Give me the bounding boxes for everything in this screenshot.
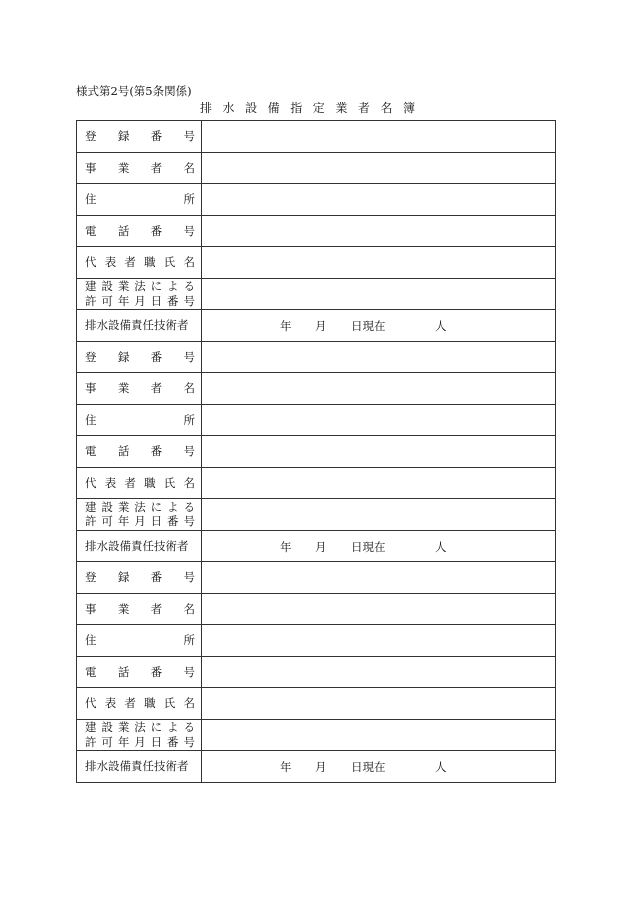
business-name-label-char: 事	[85, 601, 97, 616]
table-row	[77, 625, 556, 657]
table-row	[77, 719, 556, 751]
as-of-label: 日現在	[351, 760, 386, 774]
license-value[interactable]	[202, 278, 556, 310]
phone-number-value[interactable]	[202, 436, 556, 468]
license-label-char: 番	[167, 293, 179, 308]
registration-number-label-cell	[77, 341, 202, 373]
phone-number-label-char: 番	[150, 223, 163, 238]
chief-engineer-label: 排水設備責任技術者	[85, 759, 189, 774]
table-row	[77, 499, 556, 531]
registration-number-label	[77, 129, 201, 143]
representative-label	[77, 476, 201, 490]
representative-label-char: 代	[85, 475, 97, 490]
license-label-char: 設	[101, 499, 113, 514]
address-label-char: 所	[183, 192, 195, 207]
registration-number-label-char: 登	[85, 349, 97, 364]
registration-number-label-char: 号	[183, 129, 195, 144]
table-row	[77, 247, 556, 279]
address-label-cell	[77, 625, 202, 657]
license-label-char: 号	[183, 293, 195, 308]
table-row	[77, 310, 556, 342]
representative-value[interactable]	[202, 467, 556, 499]
license-label-char: る	[183, 279, 195, 294]
license-label-char: 許	[85, 293, 97, 308]
business-name-value[interactable]	[202, 152, 556, 184]
license-label-char: 許	[85, 514, 97, 529]
phone-number-value[interactable]	[202, 215, 556, 247]
license-label-char: 法	[134, 499, 146, 514]
business-name-label-char: 名	[183, 160, 195, 175]
license-label-char: 可	[101, 293, 113, 308]
license-label-cell	[77, 278, 202, 310]
representative-label-char: 者	[124, 475, 136, 490]
license-label-line	[85, 720, 195, 735]
business-name-value[interactable]	[202, 373, 556, 405]
license-label-line	[85, 735, 195, 750]
month-label: 月	[315, 760, 327, 774]
license-label-char: 建	[85, 499, 97, 514]
license-label-cell	[77, 719, 202, 751]
registration-number-label-char: 登	[85, 570, 97, 585]
representative-label-char: 名	[183, 255, 195, 270]
license-label-char: よ	[167, 720, 179, 735]
license-label-char: る	[183, 720, 195, 735]
address-value[interactable]	[202, 184, 556, 216]
registration-number-value[interactable]	[202, 121, 556, 153]
phone-number-label	[77, 444, 201, 458]
business-name-label-char: 者	[150, 601, 163, 616]
license-label-line	[85, 500, 195, 515]
as-of-label: 日現在	[351, 539, 386, 554]
page-title: 排水設備指定業者名簿	[200, 101, 426, 115]
business-name-label-char: 業	[117, 160, 130, 175]
month-label: 月	[315, 539, 327, 554]
address-label-char: 住	[85, 192, 97, 207]
license-label-char: 月	[134, 293, 146, 308]
representative-label-char: 者	[124, 255, 136, 270]
phone-number-label-cell	[77, 656, 202, 688]
form-number: 様式第2号(第5条関係)	[76, 84, 192, 98]
phone-number-value[interactable]	[202, 656, 556, 688]
license-label-line	[85, 294, 195, 309]
table-row	[77, 215, 556, 247]
phone-number-label-char: 話	[117, 444, 130, 459]
business-name-value[interactable]	[202, 593, 556, 625]
license-label-char: 許	[85, 734, 97, 749]
license-label-char: 可	[101, 514, 113, 529]
address-label	[77, 633, 201, 647]
registration-number-label-char: 号	[183, 349, 195, 364]
registration-number-label-char: 録	[117, 129, 130, 144]
chief-engineer-label-cell	[77, 530, 202, 562]
registration-number-label	[77, 350, 201, 364]
as-of-label: 日現在	[351, 319, 386, 333]
phone-number-label-cell	[77, 436, 202, 468]
registration-number-label-cell	[77, 562, 202, 594]
business-name-label-cell	[77, 593, 202, 625]
address-label-char: 住	[85, 633, 97, 648]
year-label: 年	[280, 539, 292, 554]
phone-number-label-char: 号	[183, 664, 195, 679]
license-label-char: 業	[117, 499, 130, 514]
registration-number-label	[77, 570, 201, 584]
table-row	[77, 688, 556, 720]
chief-engineer-value[interactable]	[202, 530, 556, 562]
license-label-cell	[77, 499, 202, 531]
table-row	[77, 751, 556, 783]
license-label-char: 設	[101, 720, 113, 735]
license-label-char: 日	[150, 514, 163, 529]
representative-value[interactable]	[202, 247, 556, 279]
representative-label-char: 氏	[163, 475, 176, 490]
business-name-label-char: 者	[150, 381, 163, 396]
chief-engineer-value[interactable]	[202, 751, 556, 783]
table-row	[77, 184, 556, 216]
registration-number-label-char: 録	[117, 570, 130, 585]
phone-number-label-char: 番	[150, 444, 163, 459]
chief-engineer-date-count	[202, 531, 555, 562]
address-label-char: 所	[183, 412, 195, 427]
representative-label-char: 表	[104, 255, 117, 270]
registration-number-label-char: 号	[183, 570, 195, 585]
license-label-char: よ	[167, 279, 179, 294]
representative-label-cell	[77, 467, 202, 499]
license-label-char: 日	[150, 293, 163, 308]
address-label-char: 所	[183, 633, 195, 648]
phone-number-label-char: 電	[85, 664, 97, 679]
business-name-label-char: 業	[117, 601, 130, 616]
representative-label-char: 氏	[163, 255, 176, 270]
table-row	[77, 278, 556, 310]
table-row	[77, 436, 556, 468]
license-label-char: 法	[134, 279, 146, 294]
representative-label-char: 名	[183, 475, 195, 490]
license-label-char: 年	[117, 514, 130, 529]
table-row	[77, 121, 556, 153]
representative-label-cell	[77, 688, 202, 720]
license-label-char: よ	[167, 499, 179, 514]
business-name-label-char: 事	[85, 381, 97, 396]
license-label-char: 建	[85, 279, 97, 294]
representative-label-char: 表	[104, 696, 117, 711]
license-label-char: 番	[167, 514, 179, 529]
business-name-label-char: 名	[183, 381, 195, 396]
license-label-char: に	[150, 720, 163, 735]
representative-label-char: 職	[144, 475, 156, 490]
business-name-label-char: 業	[117, 381, 130, 396]
representative-label-char: 職	[144, 255, 156, 270]
chief-engineer-label-cell	[77, 751, 202, 783]
license-value[interactable]	[202, 719, 556, 751]
license-label-char: に	[150, 499, 163, 514]
registration-number-label-char: 番	[150, 129, 163, 144]
registration-number-label-char: 録	[117, 349, 130, 364]
chief-engineer-date-count	[202, 310, 555, 341]
representative-label-char: 者	[124, 696, 136, 711]
representative-label-char: 職	[144, 696, 156, 711]
chief-engineer-value[interactable]	[202, 310, 556, 342]
table-row	[77, 341, 556, 373]
business-name-label	[77, 161, 201, 175]
address-label-cell	[77, 404, 202, 436]
license-label-char: 設	[101, 279, 113, 294]
chief-engineer-label-cell	[77, 310, 202, 342]
license-label-char: 日	[150, 734, 163, 749]
address-label	[77, 413, 201, 427]
phone-number-label-char: 番	[150, 664, 163, 679]
phone-number-label-char: 話	[117, 664, 130, 679]
year-label: 年	[280, 760, 292, 774]
table-row	[77, 562, 556, 594]
business-name-label	[77, 381, 201, 395]
persons-label: 人	[435, 539, 447, 554]
phone-number-label-char: 電	[85, 223, 97, 238]
license-label-char: 業	[117, 279, 130, 294]
registration-number-value[interactable]	[202, 562, 556, 594]
license-label-char: 番	[167, 734, 179, 749]
license-label	[77, 500, 201, 529]
license-label-char: に	[150, 279, 163, 294]
representative-label-char: 代	[85, 255, 97, 270]
phone-number-label	[77, 224, 201, 238]
license-label	[77, 720, 201, 749]
address-label	[77, 192, 201, 206]
license-label-char: 月	[134, 734, 146, 749]
chief-engineer-date-count	[202, 751, 555, 782]
representative-value[interactable]	[202, 688, 556, 720]
license-label-char: 号	[183, 734, 195, 749]
persons-label: 人	[435, 319, 447, 333]
registration-number-label-cell	[77, 121, 202, 153]
license-label-char: 建	[85, 720, 97, 735]
table-row	[77, 152, 556, 184]
business-name-label-cell	[77, 373, 202, 405]
license-label-char: 法	[134, 720, 146, 735]
chief-engineer-label: 排水設備責任技術者	[85, 538, 189, 553]
representative-label-char: 表	[104, 475, 117, 490]
license-label	[77, 279, 201, 308]
month-label: 月	[315, 319, 327, 333]
chief-engineer-label: 排水設備責任技術者	[85, 318, 189, 333]
business-name-label-char: 者	[150, 160, 163, 175]
address-label-cell	[77, 184, 202, 216]
phone-number-label-char: 話	[117, 223, 130, 238]
registry-table	[76, 120, 556, 783]
license-value[interactable]	[202, 499, 556, 531]
representative-label-cell	[77, 247, 202, 279]
representative-label	[77, 696, 201, 710]
registration-number-value[interactable]	[202, 341, 556, 373]
phone-number-label-char: 号	[183, 223, 195, 238]
business-name-label-char: 事	[85, 160, 97, 175]
license-label-char: る	[183, 499, 195, 514]
registration-number-label-char: 番	[150, 570, 163, 585]
table-row	[77, 593, 556, 625]
license-label-char: 可	[101, 734, 113, 749]
table-row	[77, 530, 556, 562]
address-value[interactable]	[202, 404, 556, 436]
business-name-label	[77, 602, 201, 616]
table-row	[77, 656, 556, 688]
registration-number-label-char: 番	[150, 349, 163, 364]
phone-number-label-char: 号	[183, 444, 195, 459]
representative-label-char: 氏	[163, 696, 176, 711]
table-row	[77, 404, 556, 436]
address-value[interactable]	[202, 625, 556, 657]
representative-label-char: 代	[85, 696, 97, 711]
license-label-line	[85, 279, 195, 294]
phone-number-label-char: 電	[85, 444, 97, 459]
representative-label	[77, 255, 201, 269]
table-row	[77, 467, 556, 499]
license-label-char: 業	[117, 720, 130, 735]
license-label-char: 年	[117, 734, 130, 749]
license-label-line	[85, 514, 195, 529]
business-name-label-char: 名	[183, 601, 195, 616]
year-label: 年	[280, 319, 292, 333]
table-row	[77, 373, 556, 405]
address-label-char: 住	[85, 412, 97, 427]
license-label-char: 月	[134, 514, 146, 529]
representative-label-char: 名	[183, 696, 195, 711]
phone-number-label	[77, 665, 201, 679]
phone-number-label-cell	[77, 215, 202, 247]
registration-number-label-char: 登	[85, 129, 97, 144]
persons-label: 人	[435, 760, 447, 774]
license-label-char: 号	[183, 514, 195, 529]
business-name-label-cell	[77, 152, 202, 184]
registry-body	[77, 121, 556, 783]
license-label-char: 年	[117, 293, 130, 308]
